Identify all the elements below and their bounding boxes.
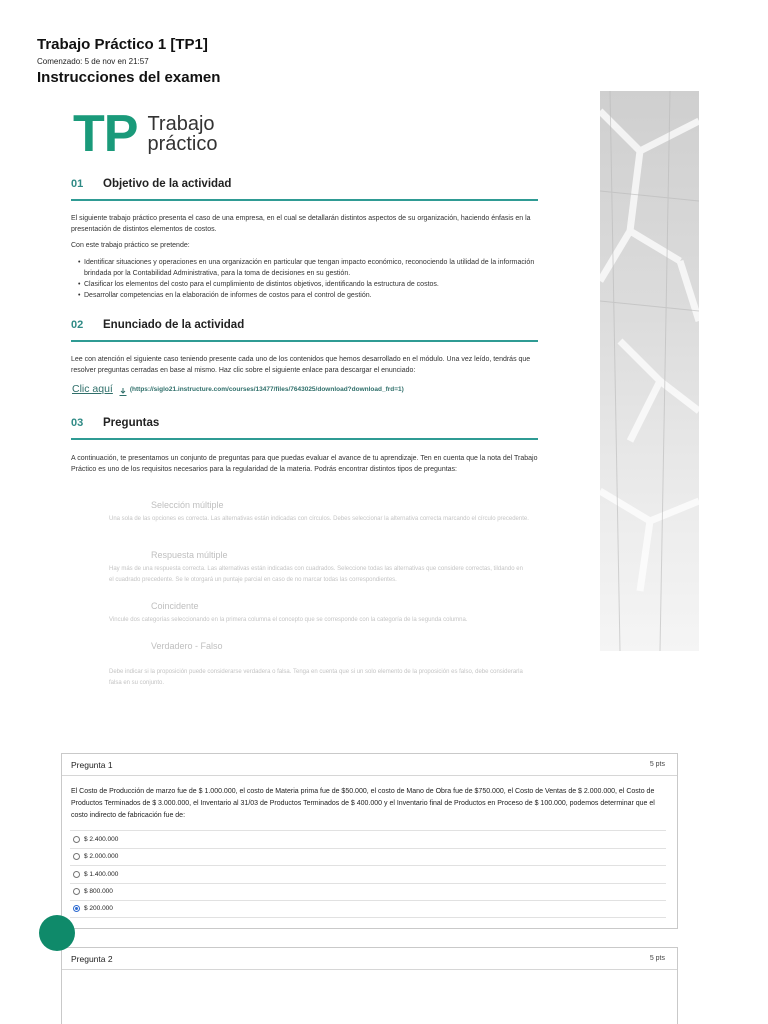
section-title: Enunciado de la actividad xyxy=(103,319,245,331)
answer-label: $ 2.400.000 xyxy=(84,835,119,843)
answer-option[interactable] xyxy=(70,900,666,918)
answer-option[interactable] xyxy=(70,848,666,866)
answer-option[interactable] xyxy=(70,865,666,883)
decorative-side-image xyxy=(600,91,699,651)
answer-list xyxy=(70,830,666,918)
floating-action-button[interactable] xyxy=(39,915,75,951)
question-card-2 xyxy=(61,947,678,1024)
statement-text: Lee con atención el siguiente caso teniendo presente cada uno de los contenidos que hemos desarrollado en el módulo. Una vez leído, tendrás que resolver preguntas cerradas en base al mismo. Haz clic sobre el siguiente enlace para descargar el enunciado: xyxy=(71,356,531,374)
tp-header xyxy=(73,105,218,163)
section-objective-header xyxy=(71,178,538,201)
download-url[interactable]: (https://siglo21.instructure.com/courses/13477/files/7643025/download?download_frd=1) xyxy=(129,385,404,393)
started-timestamp: Comenzado: 5 de nov en 21:57 xyxy=(37,57,149,66)
questions-intro: A continuación, te presentamos un conjunto de preguntas para que puedas evaluar el avance de tu aprendizaje. Ten en cuenta que la nota del Trabajo Práctico es uno de los requisitos necesarios para la regularidad de la materia. Podrás encontrar distintos tipos de preguntas: xyxy=(71,455,538,473)
objective-intro: El siguiente trabajo práctico presenta el caso de una empresa, en el cual se detallarán distintos aspectos de su organización, haciendo énfasis en la presentación de distintos elementos de costos. xyxy=(71,215,531,233)
qtype-description: Una sola de las opciones es correcta. Las alternativas están indicadas con círculos. Debes seleccionar la alternativa correcta marcando el círculo precedente. xyxy=(109,516,529,522)
answer-option[interactable] xyxy=(70,883,666,901)
section-number: 01 xyxy=(71,178,84,190)
tp-word-line1: Trabajo xyxy=(147,113,215,135)
question-points: 5 pts xyxy=(649,955,665,962)
download-link-row xyxy=(72,383,404,395)
answer-label: $ 1.400.000 xyxy=(84,870,119,878)
download-statement-link[interactable]: Clic aquí xyxy=(72,383,113,395)
qtype-description: Debe indicar si la proposición puede considerarse verdadera o falsa. Tenga en cuenta que si un solo elemento de la proposición es falso, debe considerarla falsa en su conjunto. xyxy=(109,669,523,686)
objective-lead: Con este trabajo práctico se pretende: xyxy=(71,242,190,249)
answer-label: $ 2.000.000 xyxy=(84,853,119,861)
question-title: Pregunta 2 xyxy=(71,953,113,964)
tp-logo: TP xyxy=(73,105,138,163)
instructions-heading: Instrucciones del examen xyxy=(37,69,221,86)
question-points: 5 pts xyxy=(649,761,665,768)
radio-button[interactable] xyxy=(73,836,80,843)
objective-list xyxy=(78,257,541,301)
question-header xyxy=(62,754,677,776)
section-title: Objetivo de la actividad xyxy=(103,178,232,190)
section-title: Preguntas xyxy=(103,417,160,429)
page-title: Trabajo Práctico 1 [TP1] xyxy=(37,36,208,53)
qtype-title: Verdadero - Falso xyxy=(151,641,223,651)
radio-button[interactable] xyxy=(73,888,80,895)
question-text: El Costo de Producción de marzo fue de $ 1.000.000, el costo de Materia prima fue de $50.000, el costo de Mano de Obra fue de $750.000, el Costo de Ventas de $ 2.000.000, el Costo de Productos Terminados de $ 3.000.000, el Inventario al 31/03 de Productos Terminados de $ 400.000 y el Inventario final de Productos en Proceso de $ 100.000, podemos determinar que el costo indirecto de fabricación fue de: xyxy=(71,788,655,819)
answer-label: $ 200.000 xyxy=(84,905,113,913)
tp-wordmark xyxy=(147,114,217,154)
qtype-title: Selección múltiple xyxy=(151,500,224,510)
radio-button[interactable] xyxy=(73,871,80,878)
list-item: • Identificar situaciones y operaciones en una organización en particular que tengan impacto económico, reconociendo la utilidad de la información brindada por la Contabilidad Administrativa, para la toma de decisiones en su gestión. xyxy=(78,257,541,279)
section-statement-header xyxy=(71,319,538,342)
section-number: 02 xyxy=(71,319,84,331)
qtype-title: Respuesta múltiple xyxy=(151,550,228,560)
question-card-1 xyxy=(61,753,678,929)
download-icon[interactable] xyxy=(118,384,128,394)
radio-button-selected[interactable] xyxy=(73,905,80,912)
question-header xyxy=(62,948,677,970)
qtype-description: Vincule dos categorías seleccionando en la primera columna el concepto que se corresponde con la categoría de la segunda columna. xyxy=(109,617,468,623)
tp-word-line2: práctico xyxy=(147,133,218,155)
radio-button[interactable] xyxy=(73,853,80,860)
answer-label: $ 800.000 xyxy=(84,888,113,896)
section-questions-header xyxy=(71,417,538,440)
section-number: 03 xyxy=(71,417,84,429)
question-title: Pregunta 1 xyxy=(71,759,113,770)
list-item: • Desarrollar competencias en la elaboración de informes de costos para el control de gestión. xyxy=(78,290,541,301)
qtype-description: Hay más de una respuesta correcta. Las alternativas están indicadas con cuadrados. Seleccione todas las alternativas que considere correctas, tildando en el cuadrado precedente. Se le otorgará un puntaje parcial en caso de no marcar todas las correspondientes. xyxy=(109,566,523,583)
qtype-title: Coincidente xyxy=(151,601,199,611)
list-item: • Clasificar los elementos del costo para el cumplimiento de distintos objetivos, identificando la estructura de costos. xyxy=(78,279,541,290)
answer-option[interactable] xyxy=(70,830,666,848)
